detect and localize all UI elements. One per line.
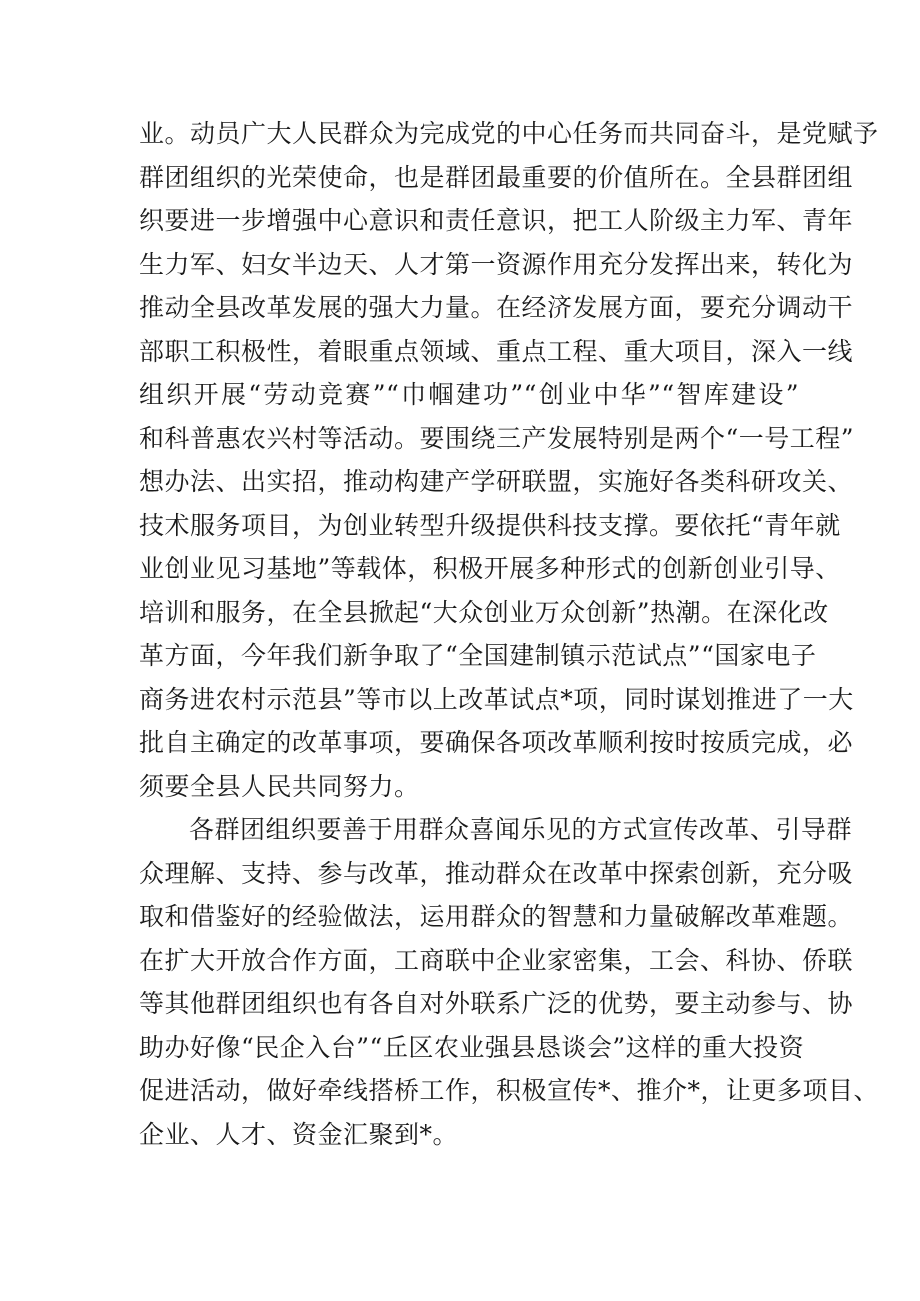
text-line: 业创业见习基地”等载体，积极开展多种形式的创新创业引导、: [139, 554, 841, 583]
text-line: 组织开展“劳动竞赛”“巾帼建功”“创业中华”“智库建设”: [139, 380, 799, 409]
text-line: 批自主确定的改革事项，要确保各项改革顺利按时按质完成，必: [139, 728, 854, 757]
text-line: 织要进一步增强中心意识和责任意识，把工人阶级主力军、青年: [139, 206, 854, 235]
text-line: 革方面，今年我们新争取了“全国建制镇示范试点”“国家电子: [139, 641, 817, 670]
text-line: 各群团组织要善于用群众喜闻乐见的方式宣传改革、引导群: [189, 815, 853, 844]
text-line: 和科普惠农兴村等活动。要围绕三产发展特别是两个“一号工程”: [139, 423, 855, 453]
paragraph-2: [139, 808, 880, 1156]
text-line: 在扩大开放合作方面，工商联中企业家密集，工会、科协、侨联: [139, 945, 854, 975]
text-line: 须要全县人民共同努力。: [139, 771, 420, 801]
text-line: 推动全县改革发展的强大力量。在经济发展方面，要充分调动干: [139, 293, 854, 322]
text-line: 助办好像“民企入台”“丘区农业强县恳谈会”这样的重大投资: [139, 1032, 805, 1062]
text-line: 取和借鉴好的经验做法，运用群众的智慧和力量破解改革难题。: [139, 902, 854, 931]
text-line: 部职工积极性，着眼重点领域、重点工程、重大项目，深入一线: [139, 336, 854, 366]
text-line: 众理解、支持、参与改革，推动群众在改革中探索创新，充分吸: [139, 858, 854, 888]
body-text: [139, 112, 880, 1156]
text-line: 企业、人才、资金汇聚到*。: [139, 1119, 459, 1149]
paragraph-1: [139, 112, 879, 808]
text-line: 培训和服务，在全县掀起“大众创业万众创新”热潮。在深化改: [139, 597, 829, 627]
text-line: 等其他群团组织也有各自对外联系广泛的优势，要主动参与、协: [139, 989, 854, 1018]
text-line: 生力军、妇女半边天、人才第一资源作用充分发挥出来，转化为: [139, 249, 854, 279]
text-line: 商务进农村示范县”等市以上改革试点*项，同时谋划推进了一大: [139, 684, 854, 714]
text-line: 想办法、出实招，推动构建产学研联盟，实施好各类科研攻关、: [139, 467, 854, 496]
text-line: 群团组织的光荣使命，也是群团最重要的价值所在。全县群团组: [139, 162, 854, 192]
text-line: 业。动员广大人民群众为完成党的中心任务而共同奋斗，是党赋予: [139, 119, 879, 148]
text-line: 技术服务项目，为创业转型升级提供科技支撑。要依托“青年就: [139, 510, 841, 540]
text-line: 促进活动，做好牵线搭桥工作，积极宣传*、推介*，让更多项目、: [139, 1076, 880, 1105]
